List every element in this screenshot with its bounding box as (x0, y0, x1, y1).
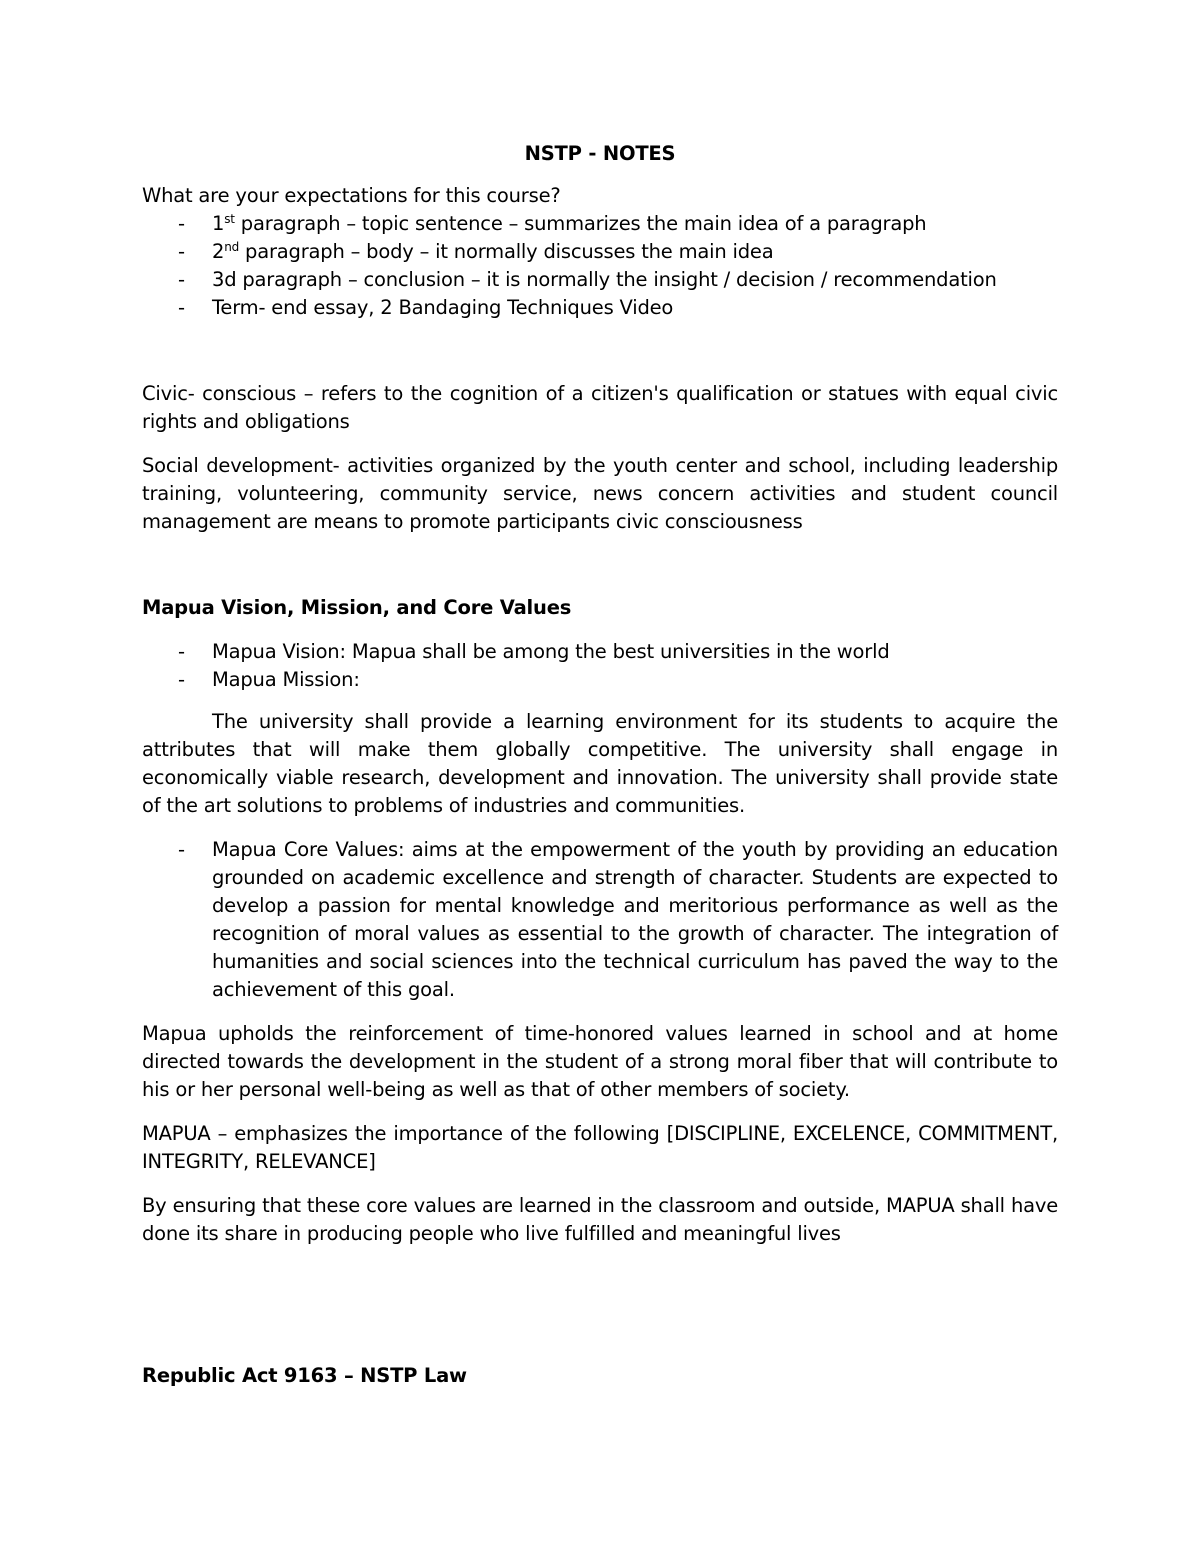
mapua-emphasizes-paragraph: MAPUA – emphasizes the importance of the following [DISCIPLINE, EXCELENCE, COMMITMENT, INTEGRITY, RELEVANCE] (142, 1122, 1058, 1173)
expectations-list (142, 210, 1058, 322)
list-item (142, 238, 1058, 266)
list-item (142, 210, 1058, 238)
item-number: 2 (212, 240, 225, 263)
mission-paragraph: The university shall provide a learning environment for its students to acquire the attributes that will make them globally competitive. The university shall engage in economically viable research, development and innovation. The university shall provide state of the art solutions to problems of industries and communities. (142, 710, 1058, 817)
mapua-vision-mission-list (142, 638, 1058, 694)
item-text: paragraph – body – it normally discusses the main idea (239, 240, 774, 263)
civic-conscious-definition: Civic- conscious – refers to the cognition of a citizen's qualification or statues with equal civic rights and obligations (142, 382, 1058, 433)
republic-act-heading: Republic Act 9163 – NSTP Law (142, 1364, 467, 1387)
mapua-ensuring-paragraph: By ensuring that these core values are learned in the classroom and outside, MAPUA shall have done its share in producing people who live fulfilled and meaningful lives (142, 1194, 1058, 1245)
item-text: Term- end essay, 2 Bandaging Techniques Video (212, 296, 674, 319)
item-number: 1 (212, 212, 225, 235)
expectations-question: What are your expectations for this course? (142, 184, 561, 207)
list-item: - Mapua Vision: Mapua shall be among the best universities in the world (142, 638, 1058, 666)
page-title: NSTP - NOTES (524, 142, 676, 165)
core-values-list (142, 836, 1058, 1004)
ordinal-suffix: st (224, 212, 235, 226)
social-development-definition: Social development- activities organized by the youth center and school, including leadership training, volunteering, community service, news concern activities and student council management are means to promote participants civic consciousness (142, 454, 1058, 533)
mapua-upholds-paragraph: Mapua upholds the reinforcement of time-honored values learned in school and at home directed towards the development in the student of a strong moral fiber that will contribute to his or her personal well-being as well as that of other members of society. (142, 1022, 1058, 1101)
list-item (142, 266, 1058, 294)
list-item (142, 294, 1058, 322)
item-text: paragraph – topic sentence – summarizes the main idea of a paragraph (234, 212, 927, 235)
document-page (142, 140, 1058, 1390)
ordinal-suffix: nd (224, 240, 240, 254)
list-item: - Mapua Mission: (142, 666, 1058, 694)
list-item: - Mapua Core Values: aims at the empowerment of the youth by providing an education grounded on academic excellence and strength of character. Students are expected to develop a passion for mental knowledge and meritorious performance as well as the recognition of moral values as essential to the growth of character. The integration of humanities and social sciences into the technical curriculum has paved the way to the achievement of this goal. (142, 836, 1058, 1004)
item-text: 3d paragraph – conclusion – it is normally the insight / decision / recommendation (212, 268, 997, 291)
mapua-section-heading: Mapua Vision, Mission, and Core Values (142, 596, 572, 619)
